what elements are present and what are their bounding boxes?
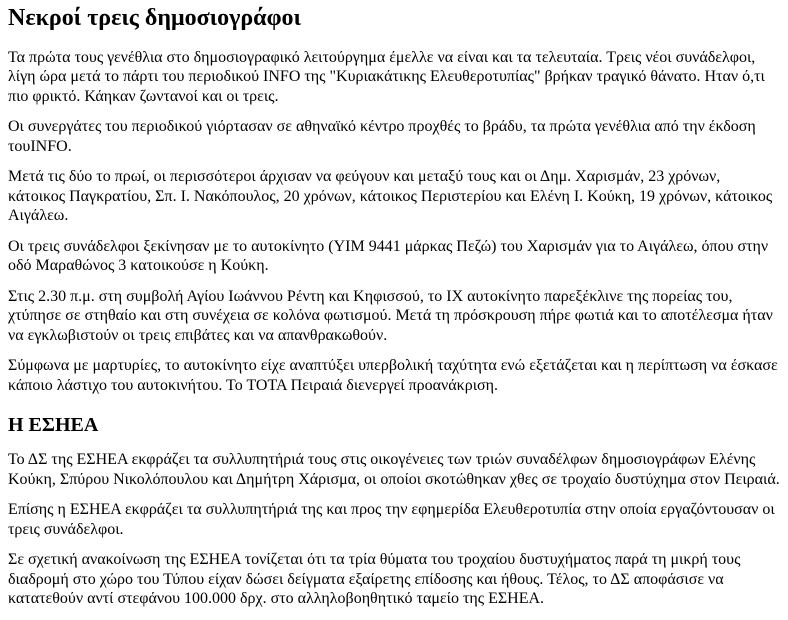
- article-paragraph: Μετά τις δύο το πρωί, οι περισσότεροι άρχισαν να φεύγουν και μεταξύ τους και οι Δημ. Χαρισμάν, 23 χρόνων, κάτοικος Παγκρατίου, Σπ. Ι. Νακόπουλος, 20 χρόνων, κάτοικος Περιστερίου και Ελένη Ι. Κούκη, 19 χρόνων, κάτοικος Αιγάλεω.: [8, 168, 773, 225]
- article-paragraph: Σε σχετική ανακοίνωση της ΕΣΗΕΑ τονίζεται ότι τα τρία θύματα του τροχαίου δυστυχήματος παρά τη μικρή τους διαδρομή στο χώρο του Τύπου είχαν δώσει δείγματα εξαίρετης επίδοσης και ήθους. Τέλος, το ΔΣ αποφάσισε να κατατεθούν αντί στεφάνου 100.000 δρχ. στο αλληλοβοηθητικό ταμείο της ΕΣΗΕΑ.: [8, 551, 741, 608]
- article-paragraph: Τα πρώτα τους γενέθλια στο δημοσιογραφικό λειτούργημα έμελλε να είναι και τα τελευταία. Τρεις νέοι συνάδελφοι, λίγη ώρα μετά το πάρτι του περιοδικού INFO της "Κυριακάτικης Ελευθεροτυπίας" βρήκαν τραγικό θάνατο. Ηταν ό,τι πιο φρικτό. Κάηκαν ζωντανοί και οι τρεις.: [8, 48, 765, 105]
- article-paragraph: Οι συνεργάτες του περιοδικού γιόρτασαν σε αθηναϊκό κέντρο προχθές το βράδυ, τα πρώτα γενέθλια από την έκδοση τουINFO.: [8, 118, 756, 155]
- article-paragraph: Επίσης η ΕΣΗΕΑ εκφράζει τα συλλυπητήριά της και προς την εφημερίδα Ελευθεροτυπία στην οποία εργαζόντουσαν οι τρεις συνάδελφοι.: [8, 501, 775, 538]
- article-paragraph: Οι τρεις συνάδελφοι ξεκίνησαν με το αυτοκίνητο (ΥΙΜ 9441 μάρκας Πεζώ) του Χαρισμάν για το Αιγάλεω, όπου στην οδό Μαραθώνος 3 κατοικούσε η Κούκη.: [8, 237, 769, 275]
- article-page: [8, 5, 780, 609]
- article-title: Νεκροί τρεις δημοσιογράφοι: [8, 5, 301, 31]
- article-paragraph: Το ΔΣ της ΕΣΗΕΑ εκφράζει τα συλλυπητήριά τους στις οικογένειες των τριών συναδέλφων δημοσιογράφων Ελένης Κούκη, Σπύρου Νικολόπουλου και Δημήτρη Χάρισμα, οι οποίοι σκοτώθηκαν χθες σε τροχαίο δυστύχημα στον Πειραιά.: [8, 451, 780, 488]
- article-paragraph: Στις 2.30 π.μ. στη συμβολή Αγίου Ιωάννου Ρέντη και Κηφισσού, το ΙΧ αυτοκίνητο παρεξέκλινε της πορείας του, χτύπησε σε στηθαίο και στη συνέχεια σε κολόνα φωτισμού. Μετά τη πρόσκρουση πήρε φωτιά και το αποτέλεσμα ήταν να εγκλωβιστούν οι τρεις επιβάτες και να απανθρακωθούν.: [8, 287, 773, 344]
- section-heading: Η ΕΣΗΕΑ: [8, 414, 99, 437]
- article-paragraph: Σύμφωνα με μαρτυρίες, το αυτοκίνητο είχε αναπτύξει υπερβολική ταχύτητα ενώ εξετάζεται και η περίπτωση να έσκασε κάποιο λάστιχο του αυτοκινήτου. Το ΤΟΤΑ Πειραιά διενεργεί προανάκριση.: [8, 357, 778, 394]
